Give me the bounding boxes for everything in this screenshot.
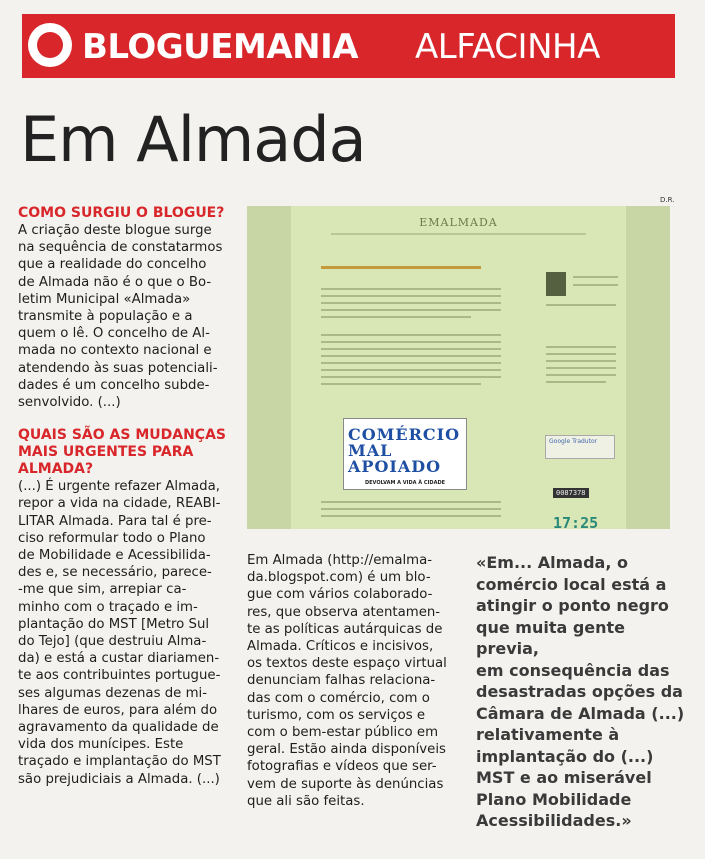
answer-1-line: que a realidade do concelho <box>18 257 207 273</box>
answer-2-line: vida dos munícipes. Este <box>18 737 184 753</box>
answer-1-line: letim Municipal «Almada» <box>18 291 191 307</box>
question-2-line: MAIS URGENTES PARA <box>18 444 194 461</box>
google-translate-label: Google Tradutor <box>549 438 598 445</box>
answer-1-line: A criação deste blogue surge <box>18 223 212 238</box>
answer-2-line: do Tejo] (que destruiu Alma- <box>18 634 207 650</box>
body-line: os textos deste espaço virtual <box>247 656 447 672</box>
text-line <box>321 334 501 336</box>
text-line <box>321 316 471 318</box>
answer-1-line: dades é um concelho subde- <box>18 377 210 393</box>
body-line: res, que observa atentamen- <box>247 604 441 620</box>
body-line: com o bem-estar público em <box>247 725 439 741</box>
answer-2-line: lhares de euros, para além do <box>18 702 218 718</box>
body-line: vem de suporte às denúncias <box>247 776 444 792</box>
banner-title-bold: BLOGUEMANIA <box>82 27 359 67</box>
body-line: gue com vários colaborado- <box>247 587 433 603</box>
google-translate-widget[interactable] <box>545 435 615 459</box>
sidebar-line <box>546 374 616 376</box>
quote-line: em consequência das <box>476 660 670 680</box>
answer-1-line: quem o lê. O concelho de Al- <box>18 326 210 342</box>
text-line <box>321 508 501 510</box>
answer-2-line: te aos contribuintes portugue- <box>18 668 221 684</box>
logo-tagline: DEVOLVAM A VIDA À CIDADE <box>364 480 446 486</box>
body-line: denunciam falhas relaciona- <box>247 673 436 689</box>
text-line <box>321 501 501 503</box>
banner-circle-icon <box>28 23 72 67</box>
text-line <box>321 355 501 357</box>
text-line <box>321 309 501 311</box>
post-title-bar <box>321 266 481 269</box>
text-line <box>321 369 501 371</box>
quote-line: Câmara de Almada (...) <box>476 703 685 723</box>
sidebar-line <box>546 346 616 348</box>
logo-row: MAL <box>348 441 393 460</box>
photo-credit: D.R. <box>660 196 675 204</box>
quote-line: desastradas opções da <box>476 682 683 701</box>
blog-subtitle-line <box>331 233 586 235</box>
body-line: Almada. Críticos e incisivos, <box>247 639 434 655</box>
text-line <box>321 341 501 343</box>
body-line: Em Almada (http://emalma- <box>247 553 433 568</box>
text-line <box>321 383 481 385</box>
text-line <box>321 376 501 378</box>
sidebar-line <box>546 353 616 355</box>
sidebar-line <box>573 276 618 278</box>
answer-2-line: plantação do MST [Metro Sul <box>18 616 210 632</box>
sidebar-line <box>573 284 618 286</box>
section-banner <box>22 14 675 78</box>
answer-1-line: na sequência de constatarmos <box>18 240 223 256</box>
text-line <box>321 288 501 290</box>
text-line <box>321 362 501 364</box>
answer-2-line: são prejudiciais a Almada. (...) <box>18 771 220 787</box>
body-line: das com o comércio, com o <box>247 690 430 706</box>
answer-1-line: atendendo às suas potenciali- <box>18 360 218 376</box>
logo-row: APOIADO <box>348 457 442 476</box>
body-line: geral. Estão ainda disponíveis <box>247 742 446 758</box>
body-line: fotografias e vídeos que ser- <box>247 759 437 775</box>
answer-1-line: senvolvido. (...) <box>18 395 121 411</box>
question-2-line: ALMADA? <box>18 461 94 478</box>
blog-screenshot <box>247 206 670 529</box>
text-line <box>321 348 501 350</box>
clock: 17:25 <box>553 514 599 529</box>
quote-line: atingir o ponto negro <box>476 596 669 615</box>
quote-line: «Em... Almada, o <box>476 553 628 572</box>
answer-2-line: repor a vida na cidade, REABI- <box>18 496 221 512</box>
sidebar-line <box>546 381 606 383</box>
answer-2-line: da) e está a custar diariamen- <box>18 651 220 667</box>
body-line: que ali são feitas. <box>247 793 365 809</box>
answer-2 <box>18 478 240 788</box>
quote-line: que muita gente previa, <box>476 617 626 658</box>
sidebar-thumbnail <box>546 272 566 296</box>
banner-title-light: ALFACINHA <box>415 27 600 67</box>
body-line: turismo, com os serviços e <box>247 707 426 723</box>
answer-2-line: minho com o traçado e im- <box>18 599 198 615</box>
body-line: da.blogspot.com) é um blo- <box>247 570 431 586</box>
question-1: COMO SURGIU O BLOGUE? <box>18 205 225 221</box>
sidebar-line <box>546 304 616 306</box>
answer-2-line: ses algumas dezenas de mi- <box>18 685 208 701</box>
logo-row: COMÉRCIO <box>348 425 461 444</box>
answer-1-line: de Almada não é o que o Bo- <box>18 274 212 290</box>
answer-1-line: mada no contexto nacional e <box>18 343 212 359</box>
answer-2-line: (...) É urgente refazer Almada, <box>18 479 220 495</box>
answer-1-line: transmite à população e a <box>18 309 193 325</box>
quote-line: Acessibilidades.» <box>476 811 632 830</box>
text-line <box>321 515 501 517</box>
blog-title: EMALMADA <box>419 216 498 229</box>
visit-counter: 0087378 <box>553 488 589 498</box>
answer-2-line: ciso reformular todo o Plano <box>18 530 206 546</box>
quote-line: implantação do (...) <box>476 746 654 766</box>
quote-line: comércio local está a <box>476 574 667 594</box>
text-line <box>321 295 501 297</box>
text-line <box>321 302 501 304</box>
column-interview <box>18 205 240 788</box>
sidebar-line <box>546 367 616 369</box>
column-blog-description <box>247 552 462 810</box>
answer-2-line: des e, se necessário, parece- <box>18 565 212 581</box>
answer-2-line: -me que sim, arrepiar ca- <box>18 582 187 598</box>
answer-2-line: agravamento da qualidade de <box>18 720 219 736</box>
answer-1 <box>18 222 240 411</box>
body-line: te as políticas autárquicas de <box>247 621 443 637</box>
comercio-mal-apoiado-logo <box>343 418 467 490</box>
sidebar-line <box>546 360 616 362</box>
quote-line: relativamente à <box>476 725 620 744</box>
headline: Em Almada <box>20 103 366 176</box>
question-2-line: QUAIS SÃO AS MUDANÇAS <box>18 427 226 444</box>
quote-line: MST e ao miserável <box>476 768 652 787</box>
quote-line: Plano Mobilidade <box>476 789 632 809</box>
answer-2-line: traçado e implantação do MST <box>18 754 221 770</box>
question-2 <box>18 427 240 478</box>
answer-2-line: LITAR Almada. Para tal é pre- <box>18 513 212 529</box>
answer-2-line: de Mobilidade e Acessibilida- <box>18 548 211 564</box>
pull-quote <box>476 552 686 832</box>
